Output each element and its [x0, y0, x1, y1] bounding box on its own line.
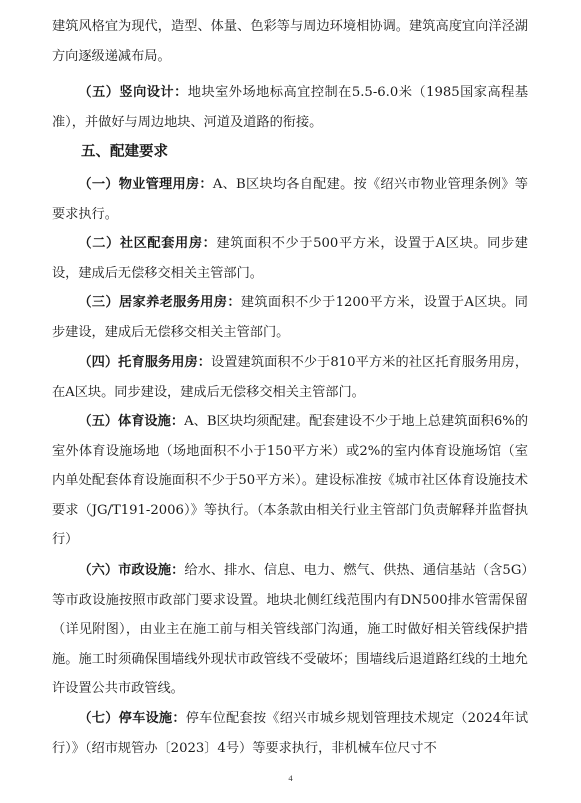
paragraph-municipal-facilities	[52, 556, 528, 704]
paragraph-parking	[52, 704, 528, 763]
paragraph-label: （七）停车设施：	[78, 711, 186, 726]
paragraph-text: 建筑风格宜为现代，造型、体量、色彩等与周边环境相协调。建筑高度宜向洋泾湖方向逐级递减布局。	[52, 19, 528, 64]
paragraph-label: （三）居家养老服务用房：	[78, 295, 241, 310]
paragraph-label: （二）社区配套用房：	[78, 236, 217, 251]
paragraph-label: （四）托育服务用房：	[78, 355, 212, 370]
page-number: 4	[288, 773, 293, 783]
paragraph-vertical-design	[52, 78, 528, 137]
paragraph-text: A、B区块均须配建。配套建设不少于地上总建筑面积6%的室外体育设施场地（场地面积不小于150平方米）或2%的室内体育设施场馆（室内单处配套体育设施面积不少于50平方米）。建设标准按《城市社区体育设施技术要求（JG/T191-2006）》等执行。（本条款由相关行业主管部门负责解释并监督执行）	[52, 414, 529, 548]
paragraph-community-facility	[52, 229, 528, 288]
paragraph-elderly-care	[52, 288, 528, 347]
paragraph-sports-facilities	[52, 407, 528, 555]
section-heading: 五、配建要求	[81, 144, 168, 160]
paragraph-label: （五）竖向设计：	[78, 85, 188, 100]
paragraph-label: （一）物业管理用房：	[78, 177, 213, 192]
paragraph-label: （六）市政设施：	[78, 563, 185, 578]
paragraph-text: 给水、排水、信息、电力、燃气、供热、通信基站（含5G）等市政设施按照市政部门要求设置。地块北侧红线范围内有DN500排水管需保留（详见附图），由业主在施工前与相关管线部门沟通，施工时做好相关管线保护措施。施工时须确保围墙线外现状市政管线不受破坏；围墙线后退道路红线的土地允许设置公共市政管线。	[52, 563, 529, 697]
paragraph-text: 设置建筑面积不少于810平方米的社区托育服务用房，在A区块。同步建设，建成后无偿移交相关主管部门。	[52, 355, 529, 400]
paragraph-property-management	[52, 170, 528, 229]
paragraph-text: 地块室外场地标高宜控制在5.5-6.0米（1985国家高程基准），并做好与周边地块、河道及道路的衔接。	[52, 85, 529, 130]
paragraph-label: （五）体育设施：	[78, 414, 185, 429]
paragraph-text: 停车位配套按《绍兴市城乡规划管理技术规定（2024年试行）》（绍市规管办〔2023〕4号）等要求执行，非机械车位尺寸不	[52, 711, 529, 756]
paragraph-text: A、B区块均各自配建。按《绍兴市物业管理条例》等要求执行。	[52, 177, 528, 222]
paragraph-building-style	[52, 12, 528, 71]
paragraph-text: 建筑面积不少于500平方米，设置于A区块。同步建设，建成后无偿移交相关主管部门。	[52, 236, 528, 281]
paragraph-childcare	[52, 348, 528, 407]
paragraph-text: 建筑面积不少于1200平方米，设置于A区块。同步建设，建成后无偿移交相关主管部门。	[52, 295, 528, 340]
